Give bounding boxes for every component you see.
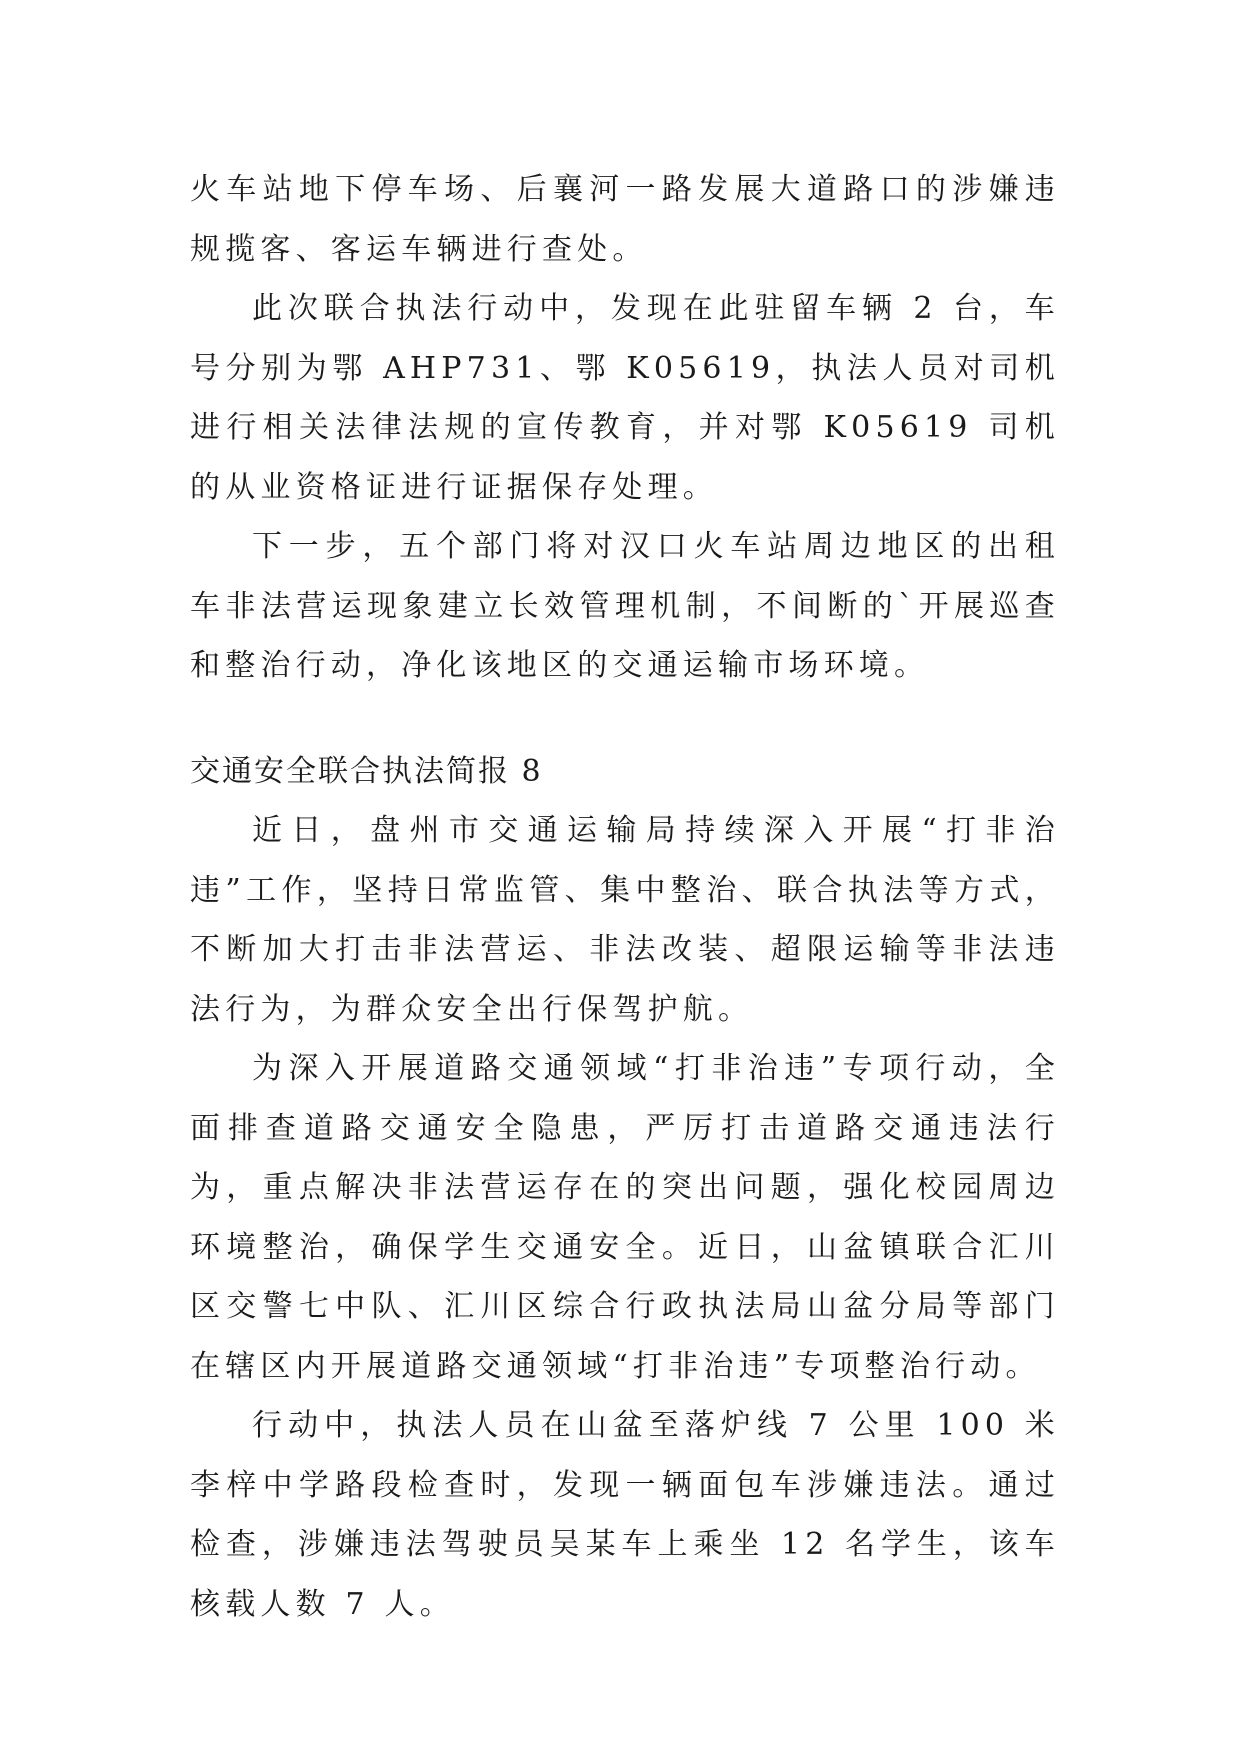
paragraph-next-steps: 下一步，五个部门将对汉口火车站周边地区的出租车非法营运现象建立长效管理机制，不间断的`开展巡查和整治行动，净化该地区的交通运输市场环境。 xyxy=(190,529,1060,683)
section-title: 交通安全联合执法简报 8 xyxy=(190,753,543,789)
paragraph-special-action: 为深入开展道路交通领域“打非治违”专项行动，全面排查道路交通安全隐患，严厉打击道路交通违法行为，重点解决非法营运存在的突出问题，强化校园周边环境整治，确保学生交通安全。近日，山盆镇联合汇川区交警七中队、汇川区综合行政执法局山盆分局等部门在辖区内开展道路交通领域“打非治违”专项整治行动。 xyxy=(190,1051,1060,1384)
paragraph-parking-inspection: 火车站地下停车场、后襄河一路发展大道路口的涉嫌违规揽客、客运车辆进行查处。 xyxy=(190,172,1060,267)
paragraph-vehicles-found: 此次联合执法行动中，发现在此驻留车辆 2 台，车号分别为鄂 AHP731、鄂 K05619，执法人员对司机进行相关法律法规的宣传教育，并对鄂 K05619 司机的从业资格证进行证据保存处理。 xyxy=(190,291,1060,505)
document-body xyxy=(190,160,1060,1634)
paragraph-van-inspection: 行动中，执法人员在山盆至落炉线 7 公里 100 米李梓中学路段检查时，发现一辆面包车涉嫌违法。通过检查，涉嫌违法驾驶员吴某车上乘坐 12 名学生，该车核载人数 7 人。 xyxy=(190,1408,1060,1622)
paragraph-panzhou-campaign: 近日，盘州市交通运输局持续深入开展“打非治违”工作，坚持日常监管、集中整治、联合执法等方式，不断加大打击非法营运、非法改装、超限运输等非法违法行为，为群众安全出行保驾护航。 xyxy=(190,813,1060,1027)
